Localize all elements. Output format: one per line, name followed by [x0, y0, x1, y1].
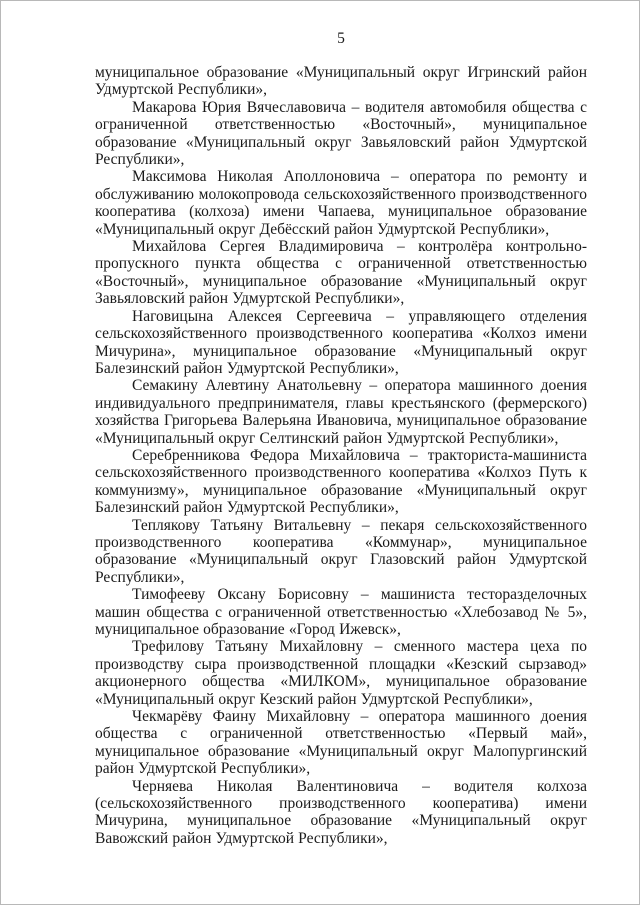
- document-paragraph: Теплякову Татьяну Витальевну – пекаря сельскохозяйственного производственного кооператива «Коммунар», муниципальное образование «Муниципальный округ Глазовский район Удмуртской Республики»,: [95, 516, 587, 586]
- document-paragraph: Максимова Николая Аполлоновича – оператора по ремонту и обслуживанию молокопровода сельскохозяйственного производственного кооператива (колхоза) имени Чапаева, муниципальное образование «Муниципальный округ Дебёсский район Удмуртской Республики»,: [95, 168, 587, 238]
- document-paragraph: Семакину Алевтину Анатольевну – оператора машинного доения индивидуального предпринимателя, главы крестьянского (фермерского) хозяйства Григорьева Валерьяна Ивановича, муниципальное образование «Муниципальный округ Селтинский район Удмуртской Республики»,: [95, 377, 587, 447]
- document-page: [1, 1, 639, 904]
- document-paragraph: муниципальное образование «Муниципальный округ Игринский район Удмуртской Республики»,: [95, 64, 587, 99]
- document-paragraph: Наговицына Алексея Сергеевича – управляющего отделения сельскохозяйственного производственного кооператива «Колхоз имени Мичурина», муниципальное образование «Муниципальный округ Балезинский район Удмуртской Республики»,: [95, 307, 587, 377]
- page-number: 5: [337, 30, 345, 47]
- document-paragraph: Черняева Николая Валентиновича – водителя колхоза (сельскохозяйственного производственного кооператива) имени Мичурина, муниципальное образование «Муниципальный округ Вавожский район Удмуртской Республики»,: [95, 777, 587, 847]
- document-paragraph: Михайлова Сергея Владимировича – контролёра контрольно-пропускного пункта общества с ограниченной ответственностью «Восточный», муниципальное образование «Муниципальный округ Завьяловский район Удмуртской Республики»,: [95, 238, 587, 308]
- document-paragraph: Трефилову Татьяну Михайловну – сменного мастера цеха по производству сыра производственной площадки «Кезский сырзавод» акционерного общества «МИЛКОМ», муниципальное образование «Муниципальный округ Кезский район Удмуртской Республики»,: [95, 638, 587, 708]
- document-paragraph: Чекмарёву Фаину Михайловну – оператора машинного доения общества с ограниченной ответственностью «Первый май», муниципальное образование «Муниципальный округ Малопургинский район Удмуртской Республики»,: [95, 708, 587, 778]
- document-body: [95, 64, 587, 847]
- document-paragraph: Макарова Юрия Вячеславовича – водителя автомобиля общества с ограниченной ответственностью «Восточный», муниципальное образование «Муниципальный округ Завьяловский район Удмуртской Республики»,: [95, 98, 587, 169]
- document-paragraph: Серебренникова Федора Михайловича – тракториста-машиниста сельскохозяйственного производственного кооператива «Колхоз Путь к коммунизму», муниципальное образование «Муниципальный округ Балезинский район Удмуртской Республики»,: [95, 446, 587, 517]
- document-paragraph: Тимофееву Оксану Борисовну – машиниста тесторазделочных машин общества с ограниченной ответственностью «Хлебозавод № 5», муниципальное образование «Город Ижевск»,: [95, 586, 587, 638]
